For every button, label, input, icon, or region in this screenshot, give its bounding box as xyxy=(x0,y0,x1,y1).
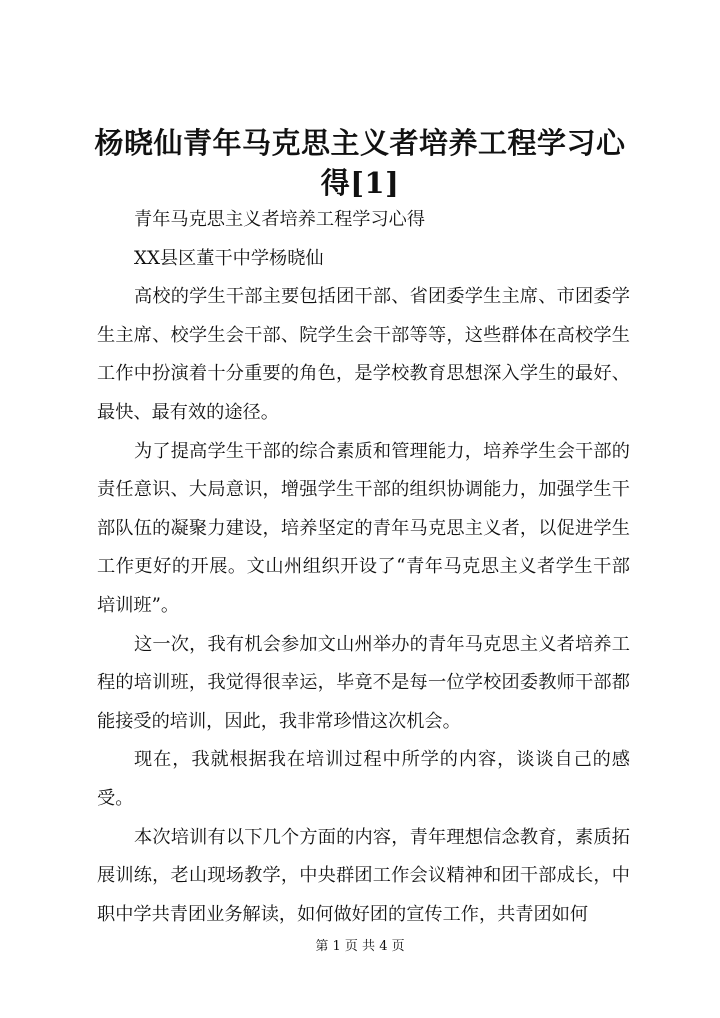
page-number-footer: 第 1 页 共 4 页 xyxy=(315,939,405,954)
paragraph-author: XX县区董干中学杨晓仙 xyxy=(134,247,324,269)
paragraph: 为了提高学生干部的综合素质和管理能力，培养学生会干部的责任意识、大局意识，增强学生干部的组织协调能力，加强学生干部队伍的凝聚力建设，培养坚定的青年马克思主义者，以促进学生工作更好的开展。文山州组织开设了“青年马克思主义者学生干部培训班”。 xyxy=(97,440,630,616)
document-body xyxy=(97,201,630,934)
paragraph: 高校的学生干部主要包括团干部、省团委学生主席、市团委学生主席、校学生会干部、院学生会干部等等，这些群体在高校学生工作中扮演着十分重要的角色，是学校教育思想深入学生的最好、最快、最有效的途径。 xyxy=(97,286,630,423)
paragraph: 现在，我就根据我在培训过程中所学的内容，谈谈自己的感受。 xyxy=(97,749,630,809)
document-title: 杨晓仙青年马克思主义者培养工程学习心得[1] xyxy=(94,126,626,200)
paragraph: 本次培训有以下几个方面的内容，青年理想信念教育，素质拓展训练，老山现场教学，中央群团工作会议精神和团干部成长，中职中学共青团业务解读，如何做好团的宣传工作，共青团如何 xyxy=(97,826,630,925)
paragraph: 这一次，我有机会参加文山州举办的青年马克思主义者培养工程的培训班，我觉得很幸运，毕竟不是每一位学校团委教师干部都能接受的培训，因此，我非常珍惜这次机会。 xyxy=(97,633,630,732)
paragraph-subtitle: 青年马克思主义者培养工程学习心得 xyxy=(134,209,426,230)
